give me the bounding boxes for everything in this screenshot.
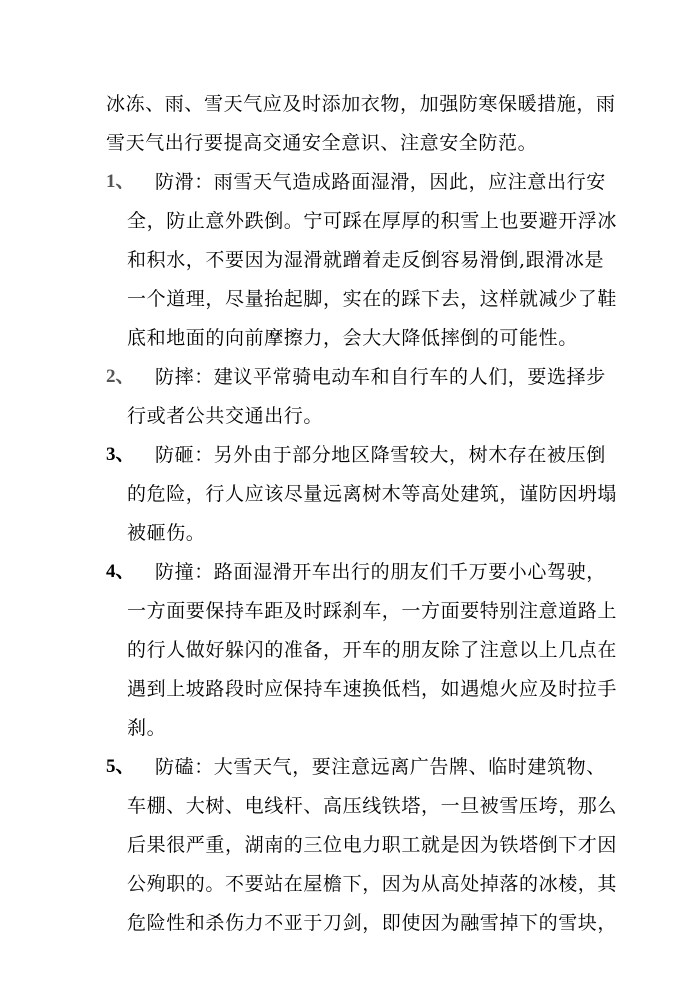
item-line: 防砸：另外由于部分地区降雪较大，树木存在被压倒 xyxy=(155,444,606,466)
item-line: 危险性和杀伤力不亚于刀剑，即使因为融雪掉下的雪块， xyxy=(127,912,618,934)
item-number: 1、 xyxy=(106,171,135,192)
item-line: 的危险，行人应该尽量远离树木等高处建筑，谨防因坍塌 xyxy=(127,483,618,505)
item-number: 3、 xyxy=(106,444,135,465)
item-line: 防摔：建议平常骑电动车和自行车的人们，要选择步 xyxy=(155,366,606,388)
item-line: 刹。 xyxy=(127,717,167,739)
item-line: 行或者公共交通出行。 xyxy=(127,405,324,427)
item-line: 防滑：雨雪天气造成路面湿滑，因此，应注意出行安 xyxy=(155,171,606,193)
item-line: 的行人做好躲闪的准备，开车的朋友除了注意以上几点在 xyxy=(127,639,618,661)
item-line: 公殉职的。不要站在屋檐下，因为从高处掉落的冰棱，其 xyxy=(127,873,618,895)
item-line: 和积水，不要因为湿滑就蹭着走反倒容易滑倒,跟滑冰是 xyxy=(127,249,605,271)
item-number: 2、 xyxy=(106,366,135,387)
item-line: 后果很严重，湖南的三位电力职工就是因为铁塔倒下才因 xyxy=(127,834,618,856)
item-line: 全，防止意外跌倒。宁可踩在厚厚的积雪上也要避开浮冰 xyxy=(127,210,618,232)
item-line: 一方面要保持车距及时踩刹车，一方面要特别注意道路上 xyxy=(127,600,618,622)
item-line: 车棚、大树、电线杆、高压线铁塔，一旦被雪压垮，那么 xyxy=(127,795,618,817)
intro-line: 雪天气出行要提高交通安全意识、注意安全防范。 xyxy=(106,132,538,154)
intro-line: 冰冻、雨、雪天气应及时添加衣物，加强防寒保暖措施，雨 xyxy=(106,93,616,115)
item-number: 4、 xyxy=(106,561,135,582)
item-line: 防撞：路面湿滑开车出行的朋友们千万要小心驾驶， xyxy=(155,561,606,583)
item-line: 底和地面的向前摩擦力，会大大降低摔倒的可能性。 xyxy=(127,327,578,349)
item-number: 5、 xyxy=(106,756,135,777)
item-line: 防磕：大雪天气，要注意远离广告牌、临时建筑物、 xyxy=(155,756,606,778)
item-line: 被砸伤。 xyxy=(127,522,206,544)
item-line: 一个道理，尽量抬起脚，实在的踩下去，这样就减少了鞋 xyxy=(127,288,618,310)
item-line: 遇到上坡路段时应保持车速换低档，如遇熄火应及时拉手 xyxy=(127,678,618,700)
